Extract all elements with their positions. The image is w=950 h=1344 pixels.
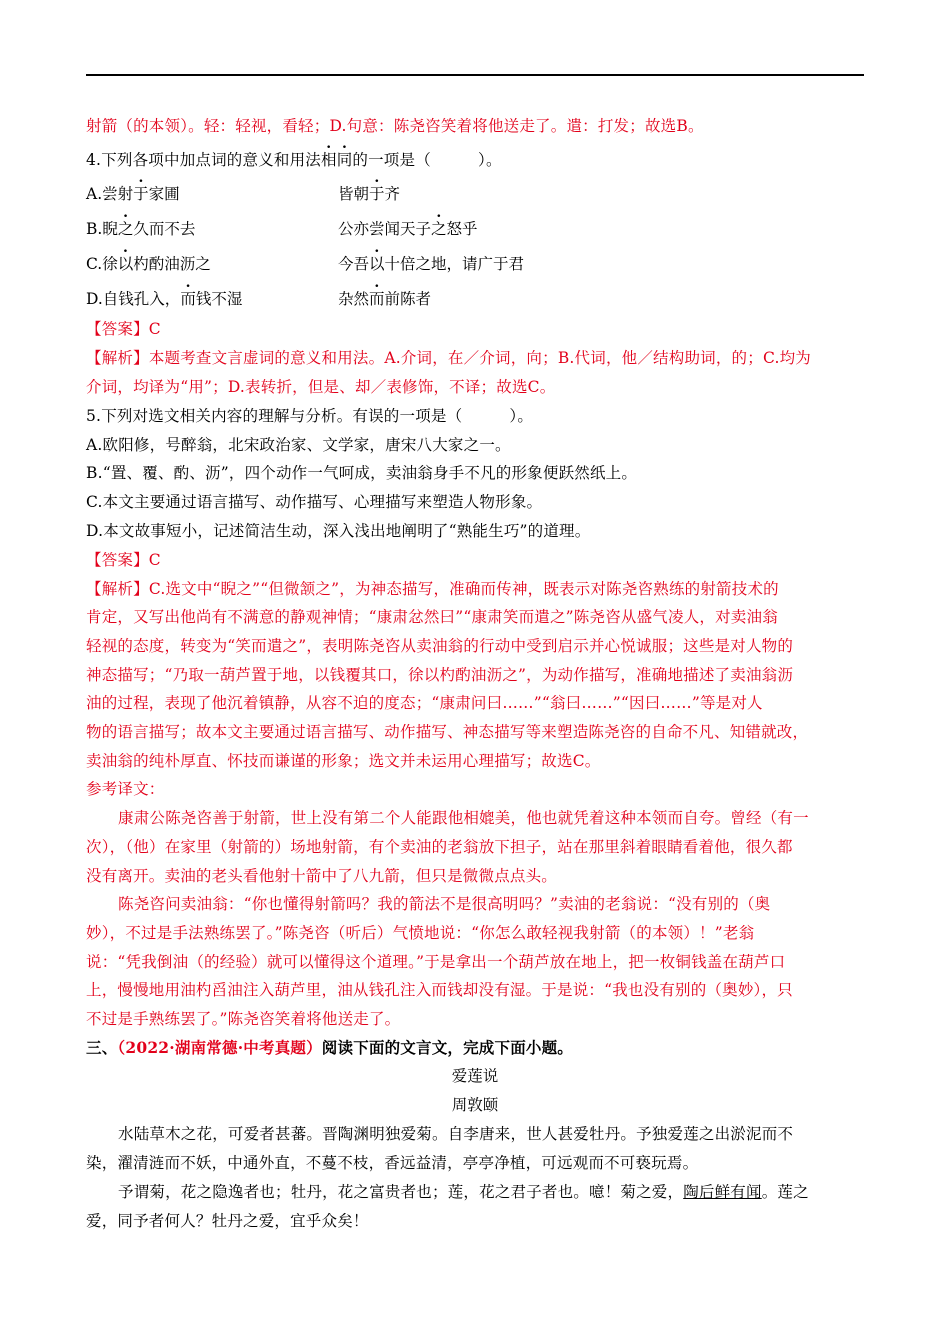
q5-option-d: D.本文故事短小，记述简洁生动，深入浅出地阐明了“熟能生巧”的道理。 [86, 522, 591, 540]
explanation-5-line-5: 油的过程，表现了他沉着镇静，从容不迫的度态；“康肃问曰……”“翁曰……”“因曰……”等是对人 [86, 694, 763, 712]
q4-option-c-right: 今吾以十倍之地，请广于君 [338, 255, 525, 273]
explanation-4: 【解析】本题考查文言虚词的意义和用法。A.介词，在／介词，向；B.代词，他／结构助词，的；C.均为 [86, 349, 811, 367]
passage-line-2: 染，濯清涟而不妖，中通外直，不蔓不枝，香远益清，亭亭净植，可远观而不可亵玩焉。 [86, 1154, 699, 1172]
passage-line-3: 予谓菊，花之隐逸者也；牡丹，花之富贵者也；莲，花之君子者也。噫！菊之爱，陶后鲜有闻。莲之 [118, 1183, 809, 1201]
q4-option-d-right: 杂然而前陈者 [338, 290, 432, 308]
q4-option-b-left: B.睨之久而不去 [86, 220, 196, 238]
q5-option-c: C.本文主要通过语言描写、动作描写、心理描写来塑造人物形象。 [86, 493, 543, 511]
translation-line-4: 陈尧咨问卖油翁：“你也懂得射箭吗？我的箭法不是很高明吗？”卖油的老翁说：“没有别的（奥 [118, 895, 771, 913]
q4-option-a-right: 皆朝于齐 [338, 185, 401, 203]
q5-option-a: A.欧阳修，号醉翁，北宋政治家、文学家，唐宋八大家之一。 [86, 436, 511, 454]
section-3-heading: 三、（2022·湖南常德·中考真题）阅读下面的文言文，完成下面小题。 [86, 1038, 573, 1057]
q4-option-a-left: A.尝射于家圃 [86, 185, 180, 203]
q4-option-c-left: C.徐以杓酌油沥之 [86, 255, 211, 273]
poem-title: 爱莲说 [451, 1067, 499, 1085]
question-5: 5.下列对选文相关内容的理解与分析。有误的一项是（ ）。 [86, 407, 534, 425]
q4-option-b-right: 公亦尝闻天子之怒乎 [338, 220, 478, 238]
translation-title: 参考译文： [86, 780, 165, 798]
translation-line-7: 上，慢慢地用油杓舀油注入葫芦里，油从钱孔注入而钱却没有湿。于是说：“我也没有别的（奥妙），只 [86, 981, 793, 999]
passage-line-4: 爱，同予者何人？牡丹之爱，宜乎众矣！ [86, 1212, 369, 1230]
question-4: 4.下列各项中加点词的意义和用法相同的一项是（ ）。 [86, 151, 502, 169]
explanation-5: 【解析】C.选文中“睨之”“但微颔之”，为神态描写，准确而传神，既表示对陈尧咨熟练的射箭技术的 [86, 580, 779, 598]
answer-5: 【答案】C [86, 551, 161, 569]
translation-line-3: 没有离开。卖油的老头看他射十箭中了八九箭，但只是微微点点头。 [86, 867, 558, 885]
explanation-5-line-3: 轻视的态度，转变为“笑而遣之”，表明陈尧咨从卖油翁的行动中受到启示并心悦诚服；这些是对人物的 [86, 637, 794, 655]
translation-line-6: 说：“凭我倒油（的经验）就可以懂得这个道理。”于是拿出一个葫芦放在地上，把一枚铜钱盖在葫芦口 [86, 953, 786, 971]
explanation-4-line-2: 介词，均译为“用”；D.表转折，但是、却／表修饰，不译；故选C。 [86, 378, 556, 396]
q5-option-b: B.“置、覆、酌、沥”，四个动作一气呵成，卖油翁身手不凡的形象便跃然纸上。 [86, 464, 638, 482]
explanation-5-line-6: 物的语言描写；故本文主要通过语言描写、动作描写、神态描写等来塑造陈尧咨的自命不凡、知错就改， [86, 723, 809, 741]
translation-line-2: 次），（他）在家里（射箭的）场地射箭，有个卖油的老翁放下担子，站在那里斜着眼睛看着他，很久都 [86, 838, 793, 856]
explanation-5-line-4: 神态描写；“乃取一葫芦置于地，以钱覆其口，徐以杓酌油沥之”，为动作描写，准确地描述了卖油翁沥 [86, 666, 794, 684]
passage-line-1: 水陆草木之花，可爱者甚蕃。晋陶渊明独爱菊。自李唐来，世人甚爱牡丹。予独爱莲之出淤泥而不 [118, 1125, 794, 1143]
answer-4: 【答案】C [86, 320, 161, 338]
poem-author: 周敦颐 [451, 1096, 499, 1114]
translation-line-8: 不过是手熟练罢了。”陈尧咨笑着将他送走了。 [86, 1010, 401, 1028]
underlined-phrase: 陶后鲜有闻 [683, 1183, 762, 1201]
translation-line-5: 妙），不过是手法熟练罢了。”陈尧咨（听后）气愤地说：“你怎么敢轻视我射箭（的本领）！”老翁 [86, 924, 755, 942]
explanation-5-line-7: 卖油翁的纯朴厚直、怀技而谦谨的形象；选文并未运用心理描写；故选C。 [86, 752, 601, 770]
explanation-5-line-2: 肯定，又写出他尚有不满意的静观神情；“康肃忿然曰”“康肃笑而遣之”陈尧咨从盛气凌人，对卖油翁 [86, 608, 778, 626]
header-rule [86, 74, 864, 76]
translation-line-1: 康肃公陈尧咨善于射箭，世上没有第二个人能跟他相媲美，他也就凭着这种本领而自夸。曾经（有一 [118, 809, 809, 827]
q4-option-d-left: D.自钱孔入，而钱不湿 [86, 290, 243, 308]
prev-explanation-tail: 射箭（的本领）。轻：轻视，看轻；D.句意：陈尧咨笑着将他送走了。遣：打发；故选B。 [86, 117, 704, 135]
